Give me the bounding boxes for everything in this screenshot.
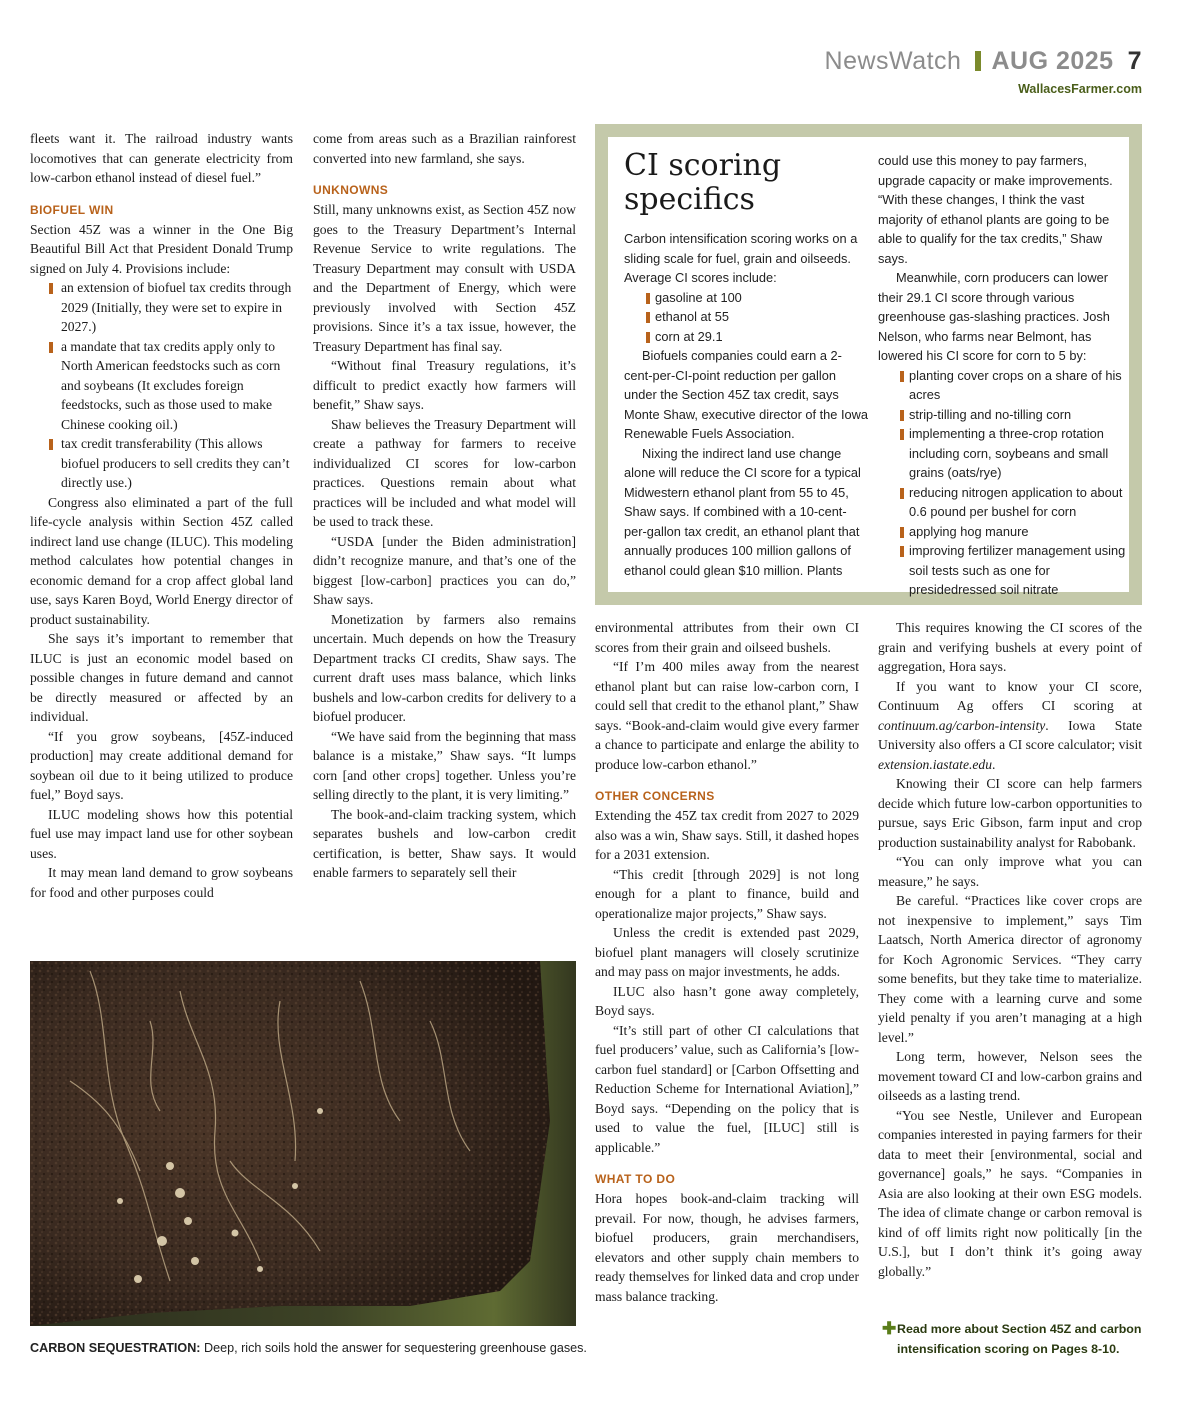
read-more-text: Read more about Section 45Z and carbon intensification scoring on Pages 8-10.: [897, 1322, 1142, 1356]
sidebar-paragraph: Nixing the indirect land use change alone will reduce the CI score for a typical Midwestern ethanol plant from 55 to 45, Shaw says. If combined with a 10-cent-per-gallon tax credit, an ethanol plant that annually produces 100 million gallons of ethanol could glean $10 million. Plants: [624, 445, 861, 578]
sidebar-column-2: [878, 151, 1126, 600]
paragraph: “We have said from the beginning that mass balance is a mistake,” Shaw says. “It lumps corn [and other crops] together. Unless you’re selling directly to the plant, it is very limiting.”: [313, 728, 576, 802]
paragraph: “It’s still part of other CI calculations that fuel producers’ value, such as California’s [low-carbon fuel standard] or [Carbon Offsetting and Reduction Scheme for International Aviation],” Boyd says. “Depending on the policy that is used to value the fuel, [ILUC] still is applicable.”: [595, 1022, 859, 1155]
provisions-list: [30, 278, 293, 493]
sidebar-paragraph: Carbon intensification scoring works on a sliding scale for fuel, grain and oilseeds. Average CI scores include:: [624, 231, 858, 285]
paragraph: Section 45Z was a winner in the One Big Beautiful Bill Act that President Donald Trump signed on July 4. Provisions include:: [30, 221, 293, 276]
site-url[interactable]: WallacesFarmer.com: [1018, 82, 1142, 96]
list-item: applying hog manure: [878, 522, 1126, 542]
paragraph: environmental attributes from their own CI scores from their grain and oilseed bushels.: [595, 620, 859, 655]
paragraph: “USDA [under the Biden administration] didn’t recognize manure, and that’s one of the biggest [low-carbon] practices you can do,” Shaw says.: [313, 533, 576, 607]
list-item: improving fertilizer management using soil tests such as one for presidedressed soil nitrate: [878, 541, 1126, 600]
page-number: 7: [1127, 47, 1142, 75]
paragraph: Congress also eliminated a part of the full life-cycle analysis within Section 45Z called indirect land use change (ILUC). This modeling method calculates how potential changes in economic demand for a crop affect global land use, says Karen Boyd, World Energy director of product sustainability.: [30, 494, 293, 627]
paragraph: “This credit [through 2029] is not long enough for a plant to finance, build and operationalize major projects,” Shaw says.: [595, 866, 859, 921]
list-item: planting cover crops on a share of his acres: [878, 366, 1126, 405]
list-item: an extension of biofuel tax credits through 2029 (Initially, they were set to expire in 2027.): [30, 278, 293, 337]
issue-date: AUG 2025: [991, 47, 1114, 75]
paragraph: Extending the 45Z tax credit from 2027 to 2029 also was a win, Shaw says. Still, it dashed hopes for a 2031 extension.: [595, 808, 859, 862]
subhead-biofuel-win: BIOFUEL WIN: [30, 202, 114, 217]
list-item: implementing a three-crop rotation including corn, soybeans and small grains (oats/rye): [878, 424, 1126, 483]
header-divider: [975, 51, 981, 71]
list-item: strip-tilling and no-tilling corn: [878, 405, 1126, 425]
paragraph: Unless the credit is extended past 2029, biofuel plant managers will closely scrutinize and may pass on major investments, he adds.: [595, 925, 859, 979]
subhead-other-concerns: OTHER CONCERNS: [595, 789, 715, 803]
sidebar-paragraph: Biofuels companies could earn a 2-cent-per-CI-point reduction per gallon under the Section 45Z tax credit, says Monte Shaw, executive director of the Iowa Renewable Fuels Association.: [624, 348, 868, 441]
paragraph: Still, many unknowns exist, as Section 45Z now goes to the Treasury Department’s Internal Revenue Service to write regulations. The Treasury Department may consult with USDA and the Department of Energy, which were previously involved with Section 45Z provisions. Since it’s a tax issue, however, the Treasury Department has final say.: [313, 202, 576, 354]
caption-label: CARBON SEQUESTRATION:: [30, 1341, 201, 1355]
article-column-1: [30, 129, 293, 902]
list-item: tax credit transferability (This allows biofuel producers to sell credits they can’t directly use.): [30, 434, 293, 493]
subhead-what-to-do: WHAT TO DO: [595, 1172, 676, 1186]
sidebar-title: CI scoring specifics: [624, 148, 782, 217]
paragraph: “You see Nestle, Unilever and European companies interested in paying farmers for their data to meet their [environmental, social and governance] goals,” he says. “Companies in Asia are also looking at their own ESG models. The idea of climate change or carbon removal is kind of off limits right now politically [in the U.S.], but I don’t think it’s going away globally.”: [878, 1107, 1142, 1279]
list-item: reducing nitrogen application to about 0.6 pound per bushel for corn: [878, 483, 1126, 522]
subhead-unknowns: UNKNOWNS: [313, 183, 389, 197]
plus-icon: ✚: [882, 1319, 897, 1338]
list-item: a mandate that tax credits apply only to North American feedstocks such as corn and soybeans (It excludes foreign feedstocks, such as those used to make Chinese cooking oil.): [30, 337, 293, 435]
paragraph: [878, 677, 1142, 775]
paragraph: ILUC modeling shows how this potential fuel use may impact land use for other soybean uses.: [30, 806, 293, 861]
practices-list: [878, 366, 1126, 600]
ci-scores-list: [624, 288, 869, 347]
soil-photo: [30, 961, 576, 1326]
paragraph: “If you grow soybeans, [45Z-induced production] may create additional demand for soybean oil due to it being utilized to produce fuel,” Boyd says.: [30, 728, 293, 802]
paragraph: Be careful. “Practices like cover crops are not inexpensive to implement,” says Tim Laatsch, North America director of agronomy for Koch Agronomic Services. “They carry some benefits, but they take time to materialize. They come with a learning curve and some yield penalty if you aren’t managing at a high level.”: [878, 893, 1142, 1045]
paragraph: Knowing their CI score can help farmers decide which future low-carbon opportunities to pursue, says Eric Gibson, farm input and crop production sustainability analyst for Rabobank.: [878, 776, 1142, 850]
paragraph: “You can only improve what you can measure,” he says.: [878, 854, 1142, 889]
sidebar-panel: [608, 137, 1129, 597]
sidebar-paragraph: Meanwhile, corn producers can lower their 29.1 CI score through various greenhouse gas-slashing practices. Josh Nelson, who farms near Belmont, has lowered his CI score for corn to 5 by:: [878, 270, 1110, 363]
photo-caption: [30, 1339, 590, 1357]
section-name: NewsWatch: [824, 47, 962, 75]
sidebar-paragraph: could use this money to pay farmers, upgrade capacity or make improvements. “With these changes, I think the vast majority of ethanol plants are going to be able to qualify for the tax credits,” Shaw says.: [878, 153, 1113, 266]
list-item: corn at 29.1: [624, 327, 869, 347]
sidebar-box: [595, 124, 1142, 605]
continuum-link[interactable]: continuum.ag/carbon-intensity: [878, 717, 1046, 733]
paragraph: come from areas such as a Brazilian rainforest converted into new farmland, she says.: [313, 131, 576, 166]
paragraph: “If I’m 400 miles away from the nearest ethanol plant but can raise low-carbon corn, I could sell that credit to the ethanol plant,” Shaw says. “Book-and-claim would give every farmer a chance to participate and enlarge the ability to produce low-carbon ethanol.”: [595, 659, 859, 772]
iastate-link[interactable]: extension.iastate.edu: [878, 756, 993, 772]
caption-text: Deep, rich soils hold the answer for sequestering greenhouse gases.: [200, 1341, 587, 1355]
text-run: . Iowa State University also offers a CI score calculator; visit: [878, 717, 1142, 752]
sidebar-column-1: [624, 149, 869, 580]
paragraph: fleets want it. The railroad industry wants locomotives that can generate electricity from low-carbon ethanol instead of diesel fuel.”: [30, 131, 293, 185]
text-run: If you want to know your CI score, Continuum Ag offers CI scoring at: [878, 678, 1142, 713]
page-header: [825, 44, 1142, 96]
article-column-2: [313, 129, 576, 883]
paragraph: It may mean land demand to grow soybeans for food and other purposes could: [30, 865, 293, 900]
paragraph: This requires knowing the CI scores of the grain and verifying bushels at every point of aggregation, Hora says.: [878, 620, 1142, 674]
list-item: ethanol at 55: [624, 307, 869, 327]
paragraph: She says it’s important to remember that ILUC is just an economic model based on possible changes in future demand and cannot be directly measured or affected by an individual.: [30, 631, 293, 724]
article-column-4: [878, 618, 1142, 1281]
paragraph: ILUC also hasn’t gone away completely, Boyd says.: [595, 983, 859, 1018]
article-column-3: [595, 618, 859, 1306]
paragraph: Long term, however, Nelson sees the movement toward CI and low-carbon grains and oilseeds as a lasting trend.: [878, 1049, 1142, 1103]
paragraph: Monetization by farmers also remains uncertain. Much depends on how the Treasury Department tracks CI credits, Shaw says. The current draft uses mass balance, which links bushels and low-carbon credits for delivery to a biofuel producer.: [313, 611, 576, 724]
paragraph: Hora hopes book-and-claim tracking will prevail. For now, though, he advises farmers, biofuel producers, grain merchandisers, elevators and other supply chain members to ready themselves for linked data and crop under mass balance tracking.: [595, 1191, 859, 1304]
text-run: .: [992, 756, 996, 772]
read-more-note[interactable]: [882, 1320, 1144, 1359]
list-item: gasoline at 100: [624, 288, 869, 308]
paragraph: “Without final Treasury regulations, it’s difficult to predict exactly how farmers will benefit,” Shaw says.: [313, 358, 576, 412]
paragraph: Shaw believes the Treasury Department will create a pathway for farmers to receive individualized CI scores for low-carbon practices. Questions remain about what practices will be included and what model will be used to track these.: [313, 416, 576, 529]
paragraph: The book-and-claim tracking system, which separates bushels and low-carbon credit certification, is better, Shaw says. It would enable farmers to separately sell their: [313, 806, 576, 880]
